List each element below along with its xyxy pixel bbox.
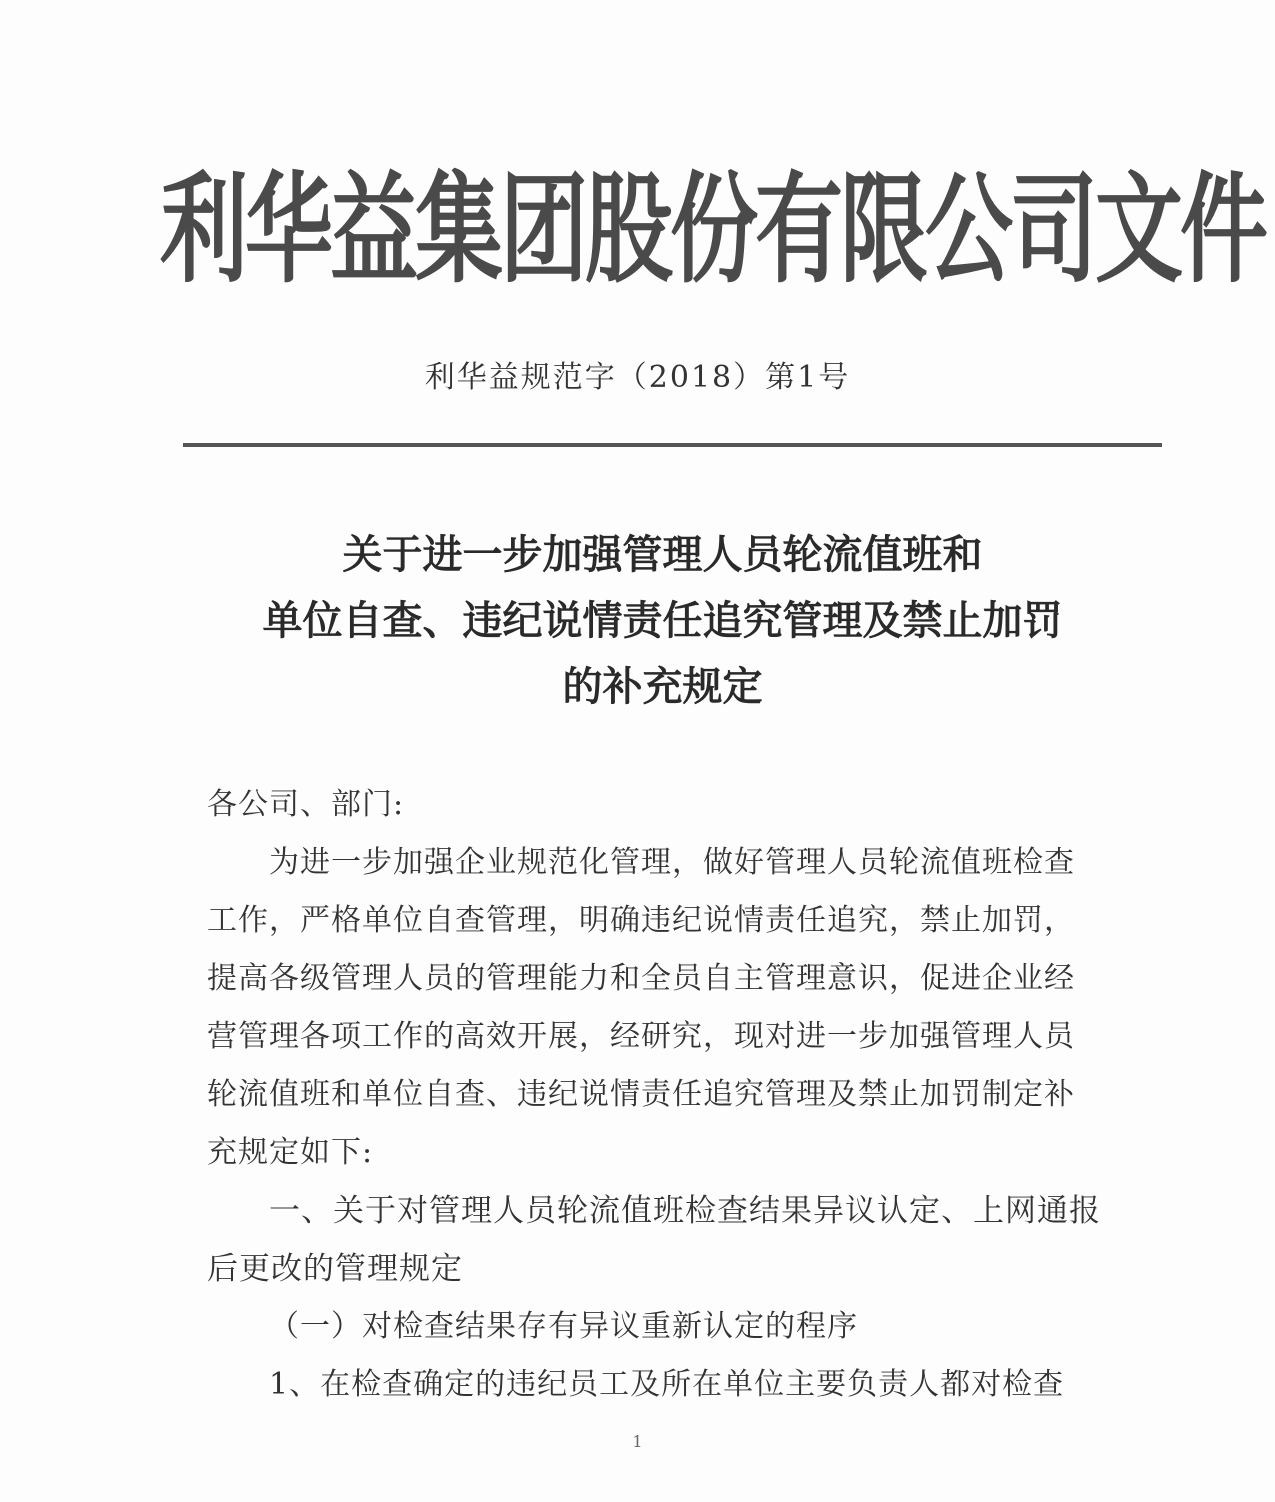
header-divider xyxy=(183,443,1162,447)
intro-line-3: 提高各级管理人员的管理能力和全员自主管理意识，促进企业经 xyxy=(207,961,1075,996)
intro-line-6: 充规定如下: xyxy=(207,1135,374,1170)
section-one-heading xyxy=(207,1182,1152,1298)
red-header-title: 利华益集团股份有限公司文件 xyxy=(160,159,1266,299)
title-line-3: 的补充规定 xyxy=(562,664,763,710)
intro-line-2: 工作，严格单位自查管理，明确违纪说情责任追究，禁止加罚， xyxy=(207,903,1075,938)
title-line-1: 关于进一步加强管理人员轮流值班和 xyxy=(342,532,983,578)
item-one: 1、在检查确定的违纪员工及所在单位主要负责人都对检查 xyxy=(269,1367,1065,1402)
subsection-one-heading: （一）对检查结果存有异议重新认定的程序 xyxy=(269,1309,858,1344)
intro-line-5: 轮流值班和单位自查、违纪说情责任追究管理及禁止加罚制定补 xyxy=(207,1077,1075,1112)
document-title xyxy=(150,522,1175,720)
document-body xyxy=(207,776,1152,1414)
section-one-line-2: 后更改的管理规定 xyxy=(207,1251,463,1287)
title-line-2: 单位自查、违纪说情责任追究管理及禁止加罚 xyxy=(262,598,1063,644)
intro-line-1: 为进一步加强企业规范化管理，做好管理人员轮流值班检查 xyxy=(269,845,1075,880)
section-one-line-1: 一、关于对管理人员轮流值班检查结果异议认定、上网通报 xyxy=(269,1193,1101,1229)
document-number: 利华益规范字（2018）第1号 xyxy=(424,360,851,395)
page-number: 1 xyxy=(632,1432,643,1451)
intro-line-4: 营管理各项工作的高效开展，经研究，现对进一步加强管理人员 xyxy=(207,1019,1075,1054)
salutation: 各公司、部门: xyxy=(207,787,405,822)
intro-paragraph xyxy=(207,834,1152,1182)
